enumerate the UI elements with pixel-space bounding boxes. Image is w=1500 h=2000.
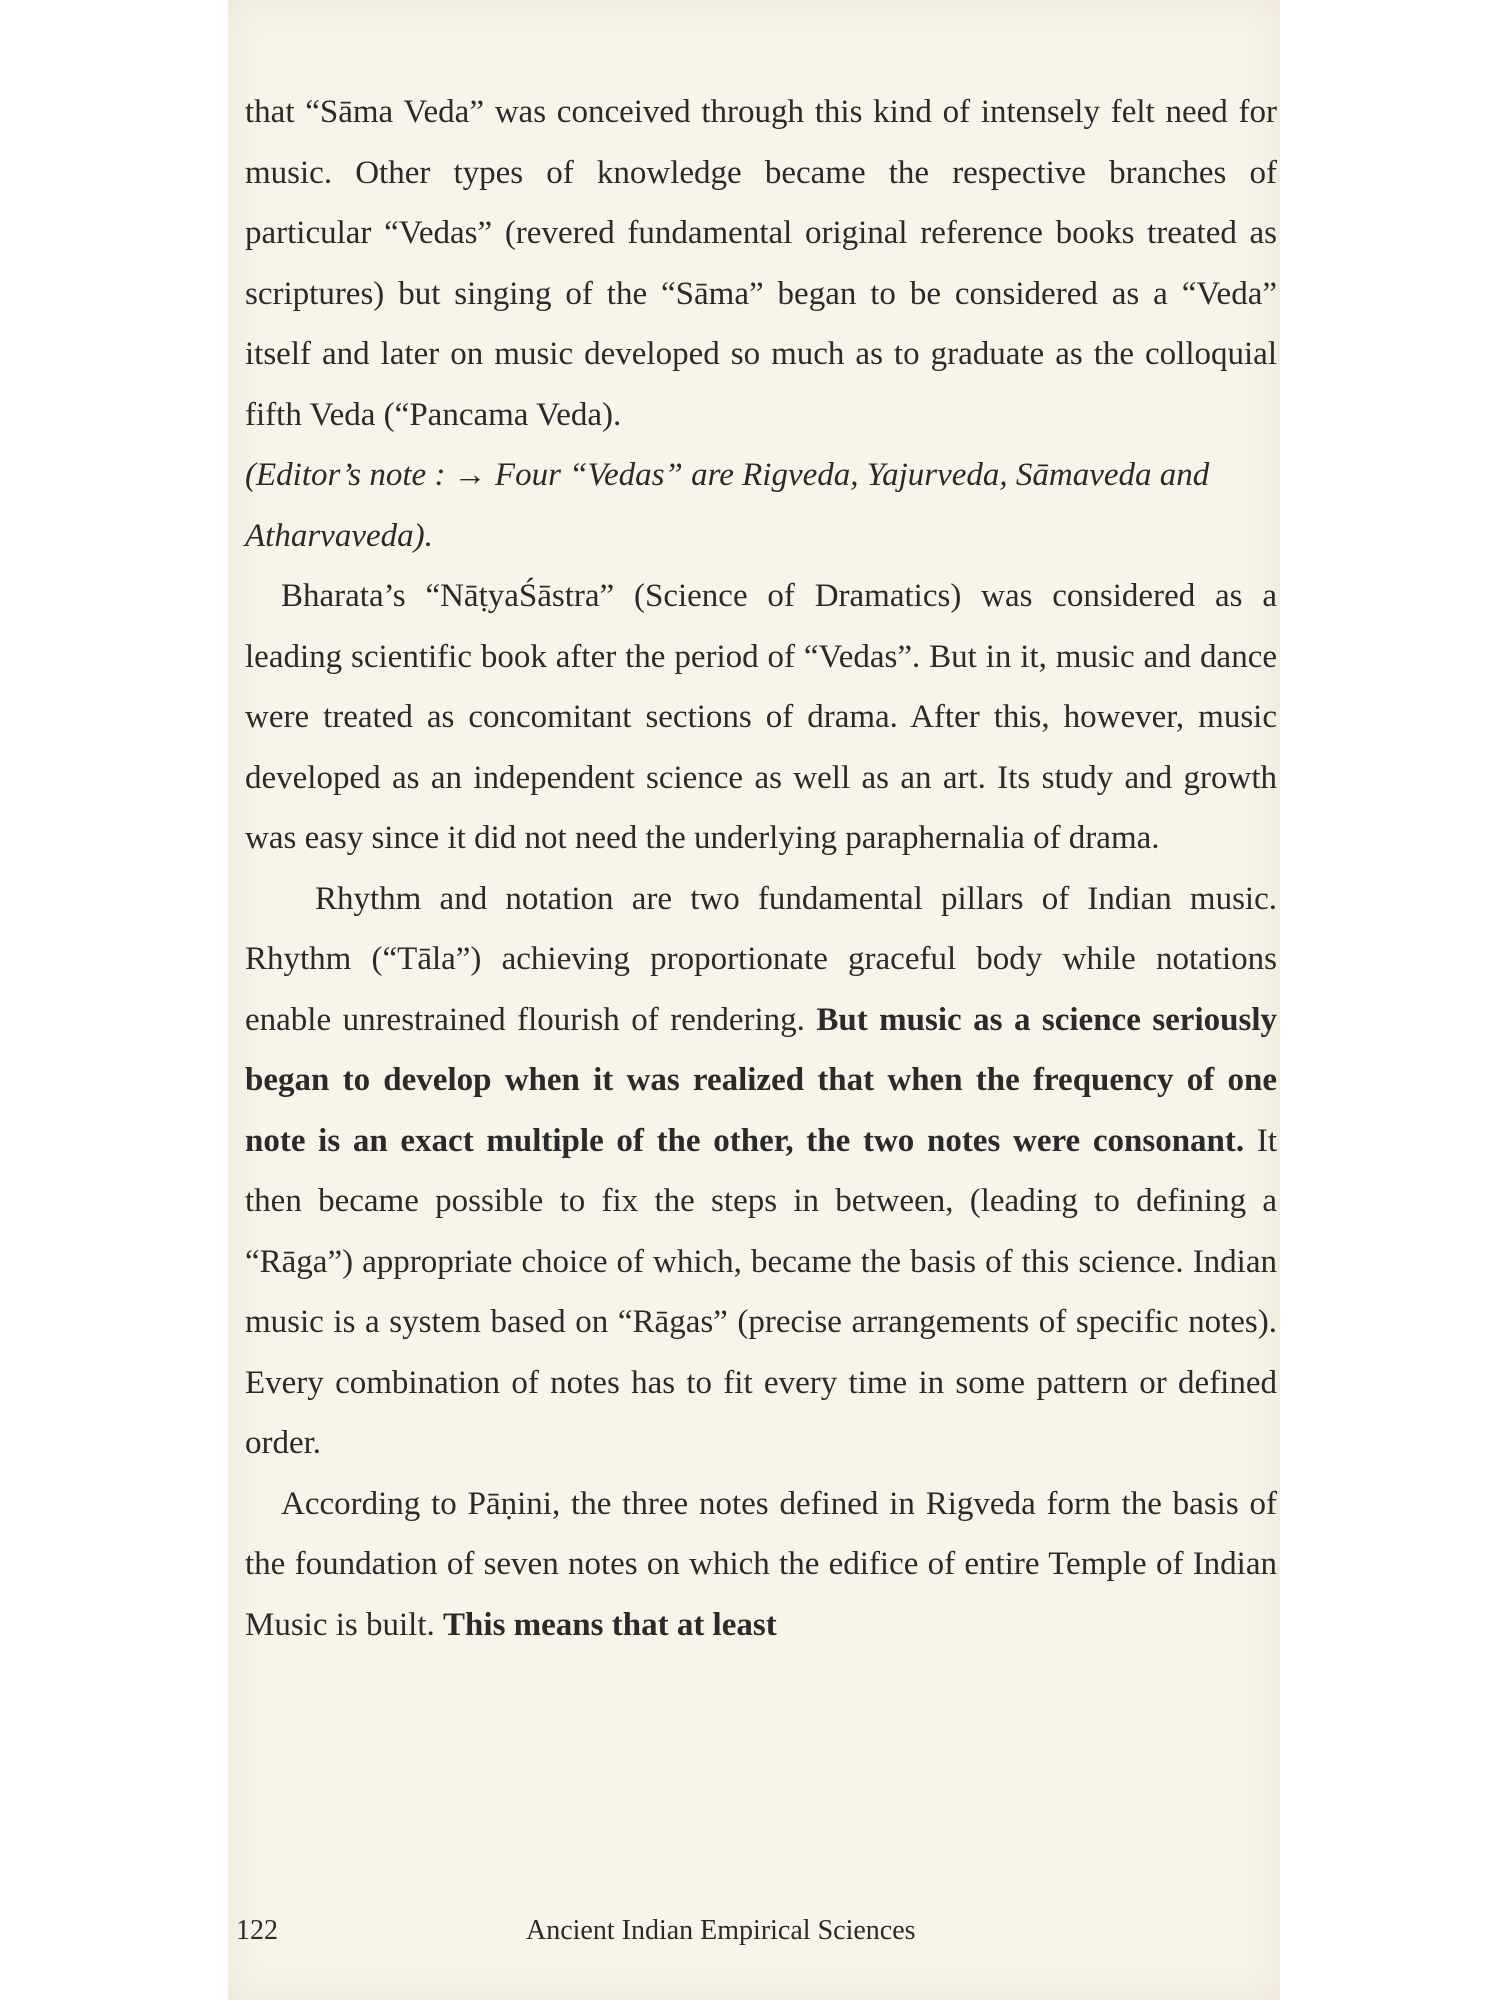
body-text [245, 82, 1277, 1655]
page-number: 122 [236, 1915, 278, 1946]
running-title: Ancient Indian Empirical Sciences [526, 1915, 916, 1946]
rhythm-text-start: Rhythm and notation are two fundamental pillars of Indian music. Rhythm (“Tāla”) achieving proportionate graceful body while notations enable unrestrained flourish of rendering. [245, 880, 1277, 1038]
panini-bold-text: This means that at least [443, 1606, 777, 1643]
paragraph-sama-veda: that “Sāma Veda” was conceived through this kind of intensely felt need for music. Other types of knowledge became the respective branches of particular “Vedas” (revered fundamental original reference books treated as scriptures) but singing of the “Sāma” began to be considered as a “Veda” itself and later on music developed so much as to graduate as the colloquial fifth Veda (“Pancama Veda). [245, 94, 1277, 433]
paragraph-natyasastra: Bharata’s “NāṭyaŚāstra” (Science of Dramatics) was considered as a leading scientific book after the period of “Vedas”. But in it, music and dance were treated as concomitant sections of drama. After this, however, music developed as an independent science as well as an art. Its study and growth was easy since it did not need the underlying paraphernalia of drama. [245, 578, 1277, 856]
paragraph-rhythm-notation [245, 869, 1277, 1474]
rhythm-bold-text: But music as a science seriously began to develop when it was realized that when the frequency of one note is an exact multiple of the other, the two notes were consonant. [245, 1001, 1277, 1159]
rhythm-text-end: It then became possible to fix the steps in between, (leading to defining a “Rāga”) appropriate choice of which, became the basis of this science. Indian music is a system based on “Rāgas” (precise arrangements of specific notes). Every combination of notes has to fit every time in some pattern or defined order. [245, 1122, 1277, 1461]
editors-note: (Editor’s note : → Four “Vedas” are Rigveda, Yajurveda, Sāmaveda and Atharvaveda). [245, 457, 1210, 554]
panini-text-start: According to Pāṇini, the three notes defined in Rigveda form the basis of the foundation of seven notes on which the edifice of entire Temple of Indian Music is built. [245, 1485, 1277, 1643]
paragraph-panini [245, 1474, 1277, 1656]
